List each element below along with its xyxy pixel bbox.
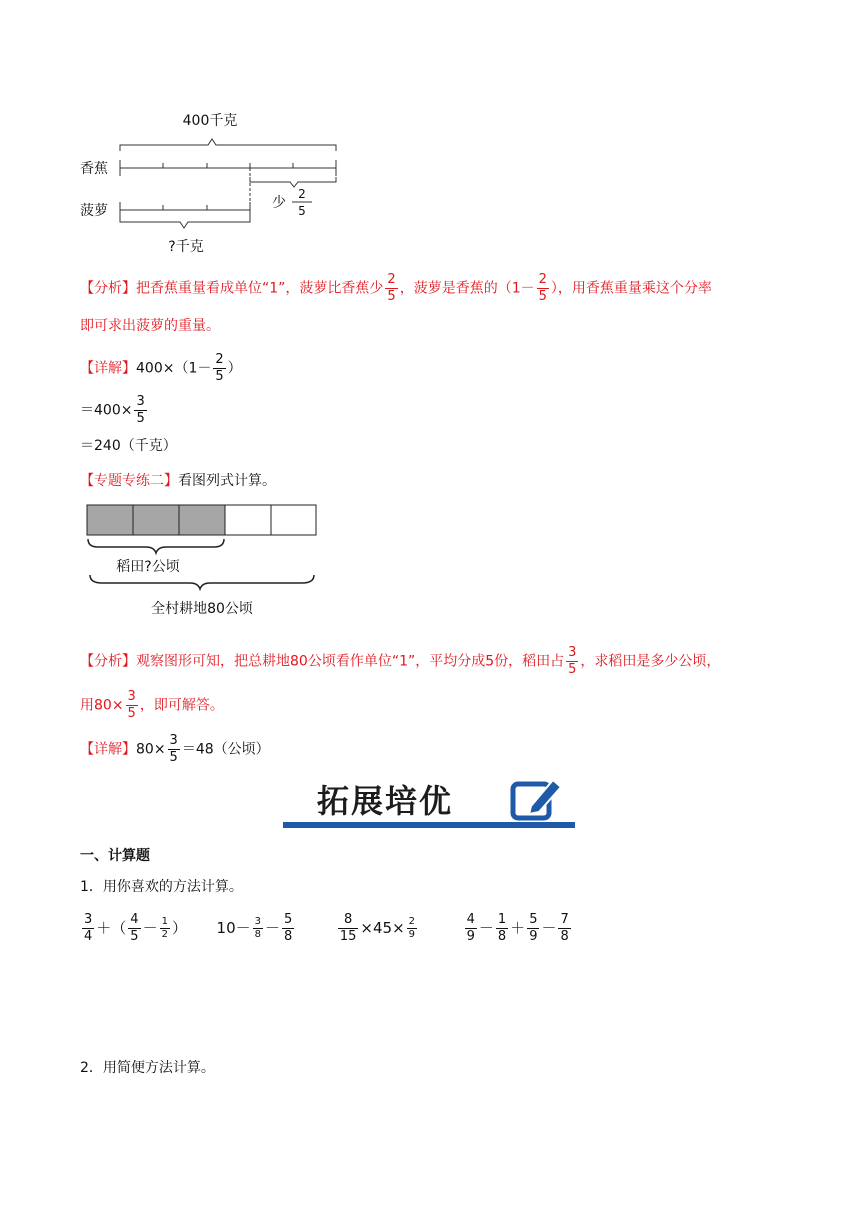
numerator: 3	[568, 645, 577, 660]
fraction	[537, 272, 549, 305]
detail-1-line-1	[80, 352, 242, 385]
denominator: 5	[169, 750, 178, 765]
fraction	[338, 912, 359, 945]
denominator: 5	[136, 411, 145, 426]
text: ，即可解答。	[139, 697, 224, 714]
fraction	[160, 916, 170, 941]
paddy-label: 稻田?公顷	[116, 559, 180, 575]
text: ，菠萝是香蕉的（1－	[399, 280, 535, 297]
fraction	[465, 912, 477, 945]
question-2: 2．用简便方法计算。	[80, 1060, 215, 1076]
text: 用80×	[80, 697, 124, 714]
analysis-tag: 【分析】	[80, 653, 136, 670]
denominator: 5	[568, 662, 577, 677]
denominator: 5	[215, 369, 224, 384]
denominator: 8	[497, 929, 507, 944]
segment-diagram	[78, 105, 348, 260]
denominator: 2	[161, 929, 168, 940]
numerator: 3	[84, 912, 93, 927]
operator: ×45×	[360, 919, 405, 937]
denominator: 5	[387, 289, 396, 304]
denominator: 9	[408, 929, 416, 940]
text: ，求稻田是多少公顷，	[580, 653, 721, 670]
section-heading: 一、计算题	[80, 848, 150, 864]
text: ＝400×	[80, 402, 133, 419]
expression-1	[80, 912, 192, 944]
expression-2	[216, 912, 302, 944]
numerator: 2	[538, 272, 547, 287]
detail-1-line-2	[80, 394, 149, 427]
numerator: 2	[408, 916, 416, 927]
detail-tag: 【详解】	[80, 741, 136, 758]
edit-icon	[509, 774, 565, 824]
detail-tag: 【详解】	[80, 360, 136, 377]
fraction	[496, 912, 508, 945]
text: 看图列式计算。	[178, 473, 276, 489]
numerator: 4	[130, 912, 139, 927]
fraction	[282, 912, 294, 945]
text: 400×（1－	[136, 360, 212, 377]
empty-cell	[225, 505, 271, 535]
banana-label: 香蕉	[80, 161, 108, 177]
banner-underline	[283, 822, 575, 828]
denominator: 9	[529, 929, 538, 944]
text: ），用香蕉重量乘这个分率	[550, 280, 712, 297]
fraction	[134, 394, 146, 427]
operator: 10－	[216, 919, 251, 937]
less-label: 少	[272, 195, 286, 211]
fraction	[168, 733, 180, 766]
numerator: 8	[338, 912, 359, 929]
extension-banner	[283, 770, 575, 834]
numerator: 5	[529, 912, 538, 927]
less-frac-numerator: 2	[298, 187, 306, 201]
detail-1-line-3: ＝240（千克）	[80, 438, 177, 454]
pineapple-label: 菠萝	[80, 203, 108, 219]
numerator: 1	[161, 916, 168, 927]
expression-row	[80, 912, 573, 945]
numerator: 3	[169, 733, 178, 748]
denominator: 5	[127, 706, 136, 721]
denominator: 4	[84, 929, 93, 944]
analysis-1-line-1	[80, 272, 712, 305]
question-1: 1．用你喜欢的方法计算。	[80, 879, 243, 895]
fraction	[527, 912, 539, 945]
numerator: 4	[466, 912, 475, 927]
fraction	[128, 912, 140, 945]
text: ＝48（公顷）	[181, 741, 270, 758]
operator: －	[541, 919, 557, 937]
denominator: 5	[538, 289, 547, 304]
numerator: 5	[284, 912, 293, 927]
practice-tag: 【专题专练二】	[80, 473, 178, 489]
operator: －	[142, 919, 158, 937]
total-farmland-label: 全村耕地80公顷	[151, 601, 253, 617]
analysis-2-line-1	[80, 645, 720, 678]
shaded-cell	[179, 505, 225, 535]
denominator: 9	[466, 929, 475, 944]
banner-title: 拓展培优	[317, 782, 454, 820]
fraction	[213, 352, 225, 385]
numerator: 3	[127, 689, 136, 704]
unknown-weight-label: ?千克	[168, 239, 204, 255]
analysis-2-line-2	[80, 689, 224, 722]
denominator: 8	[284, 929, 293, 944]
fraction	[566, 645, 578, 678]
denominator: 5	[130, 929, 139, 944]
operator: －	[478, 919, 494, 937]
text: 把香蕉重量看成单位“1”，菠萝比香蕉少	[136, 280, 384, 297]
numerator: 3	[254, 916, 262, 927]
fraction	[407, 916, 417, 941]
denominator: 8	[254, 929, 262, 940]
operator: ＋	[510, 919, 526, 937]
practice-2-heading	[80, 471, 276, 491]
expression-3	[336, 912, 424, 944]
expression-4	[463, 912, 573, 944]
shaded-cell	[87, 505, 133, 535]
operator: ＋（	[96, 919, 127, 937]
analysis-1-line-2: 即可求出菠萝的重量。	[80, 318, 220, 334]
numerator: 3	[136, 394, 145, 409]
farmland-diagram	[80, 503, 325, 623]
text: ）	[227, 360, 242, 377]
detail-2-line	[80, 733, 270, 766]
analysis-tag: 【分析】	[80, 280, 136, 297]
operator: －	[265, 919, 281, 937]
empty-cell	[271, 505, 316, 535]
denominator: 15	[339, 929, 357, 944]
fraction	[253, 916, 263, 941]
numerator: 1	[497, 912, 507, 927]
less-frac-denominator: 5	[298, 204, 306, 218]
numerator: 2	[215, 352, 224, 367]
fraction	[385, 272, 397, 305]
shaded-cell	[133, 505, 179, 535]
total-weight-label: 400千克	[182, 113, 238, 129]
operator: ）	[171, 919, 187, 937]
text: 观察图形可知，把总耕地80公顷看作单位“1”，平均分成5份，稻田占	[136, 653, 565, 670]
denominator: 8	[560, 929, 569, 944]
text: 80×	[136, 741, 166, 758]
fraction	[82, 912, 94, 945]
numerator: 2	[387, 272, 396, 287]
numerator: 7	[560, 912, 569, 927]
fraction	[558, 912, 570, 945]
fraction	[126, 689, 138, 722]
